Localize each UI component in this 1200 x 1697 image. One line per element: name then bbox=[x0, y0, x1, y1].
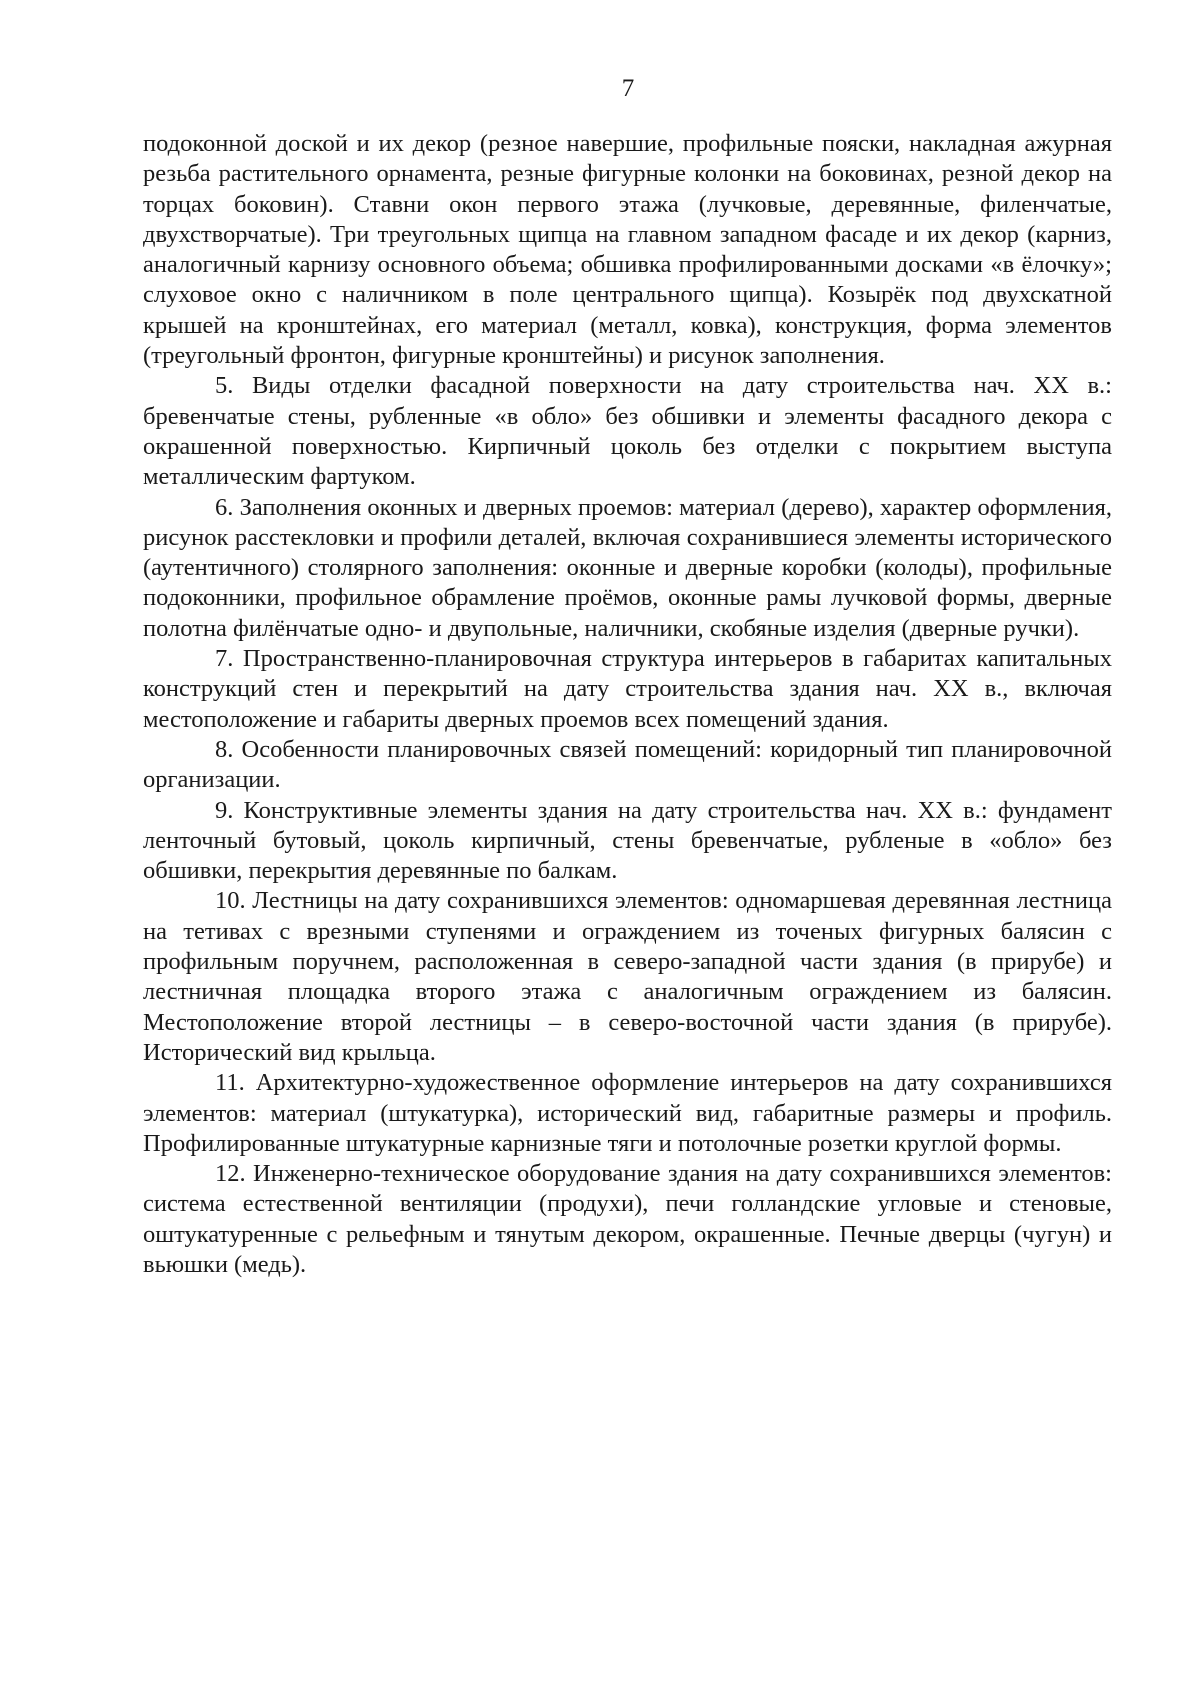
paragraph-item-5: 5. Виды отделки фасадной поверхности на дату строительства нач. XX в.: бревенчатые стены, рубленные «в обло» без обшивки и элементы фасадного декора с окрашенной поверхностью. Кирпичный цоколь без отделки с покрытием выступа металлическим фартуком. bbox=[143, 372, 1112, 491]
paragraph-item-9: 9. Конструктивные элементы здания на дату строительства нач. XX в.: фундамент ленточный бутовый, цоколь кирпичный, стены бревенчатые, рубленые в «обло» без обшивки, перекрытия деревянные по балкам. bbox=[143, 796, 1112, 885]
paragraph-item-11: 11. Архитектурно-художественное оформление интерьеров на дату сохранившихся элементов: материал (штукатурка), исторический вид, габаритные размеры и профиль. Профилированные штукатурные карнизные тяги и потолочные розетки круглой формы. bbox=[143, 1069, 1112, 1157]
paragraph-item-10: 10. Лестницы на дату сохранившихся элементов: одномаршевая деревянная лестница на тетивах с врезными ступенями и ограждением из точеных фигурных балясин с профильным поручнем, расположенная в северо-западной части здания (в прирубе) и лестничная площадка второго этажа с аналогичным ограждением из балясин. Местоположение второй лестницы – в северо-восточной части здания (в прирубе). Исторический вид крыльца. bbox=[143, 887, 1112, 1066]
paragraph-item-6: 6. Заполнения оконных и дверных проемов: материал (дерево), характер оформления, рисунок расстекловки и профили деталей, включая сохранившиеся элементы исторического (аутентичного) столярного заполнения: оконные и дверные коробки (колоды), профильные подоконники, профильное обрамление проёмов, оконные рамы лучковой формы, дверные полотна филёнчатые одно- и двупольные, наличники, скобяные изделия (дверные ручки). bbox=[143, 493, 1112, 642]
paragraph-continued: подоконной доской и их декор (резное навершие, профильные пояски, накладная ажурная резьба растительного орнамента, резные фигурные колонки на боковинах, резной декор на торцах боковин). Ставни окон первого этажа (лучковые, деревянные, филенчатые, двухстворчатые). Три треугольных щипца на главном западном фасаде и их декор (карниз, аналогичный карнизу основного объема; обшивка профилированными досками «в ёлочку»; слуховое окно с наличником в поле центрального щипца). Козырёк под двухскатной крышей на кронштейнах, его материал (металл, ковка), конструкция, форма элементов (треугольный фронтон, фигурные кронштейны) и рисунок заполнения. bbox=[143, 130, 1112, 370]
document-body bbox=[143, 129, 1112, 1280]
page-number: 7 bbox=[621, 75, 635, 102]
paragraph-item-7: 7. Пространственно-планировочная структура интерьеров в габаритах капитальных конструкций стен и перекрытий на дату строительства здания нач. XX в., включая местоположение и габариты дверных проемов всех помещений здания. bbox=[143, 645, 1112, 733]
paragraph-item-12: 12. Инженерно-техническое оборудование здания на дату сохранившихся элементов: система естественной вентиляции (продухи), печи голландские угловые и стеновые, оштукатуренные с рельефным и тянутым декором, окрашенные. Печные дверцы (чугун) и вьюшки (медь). bbox=[143, 1160, 1112, 1278]
paragraph-item-8: 8. Особенности планировочных связей помещений: коридорный тип планировочной организации. bbox=[143, 735, 1112, 794]
